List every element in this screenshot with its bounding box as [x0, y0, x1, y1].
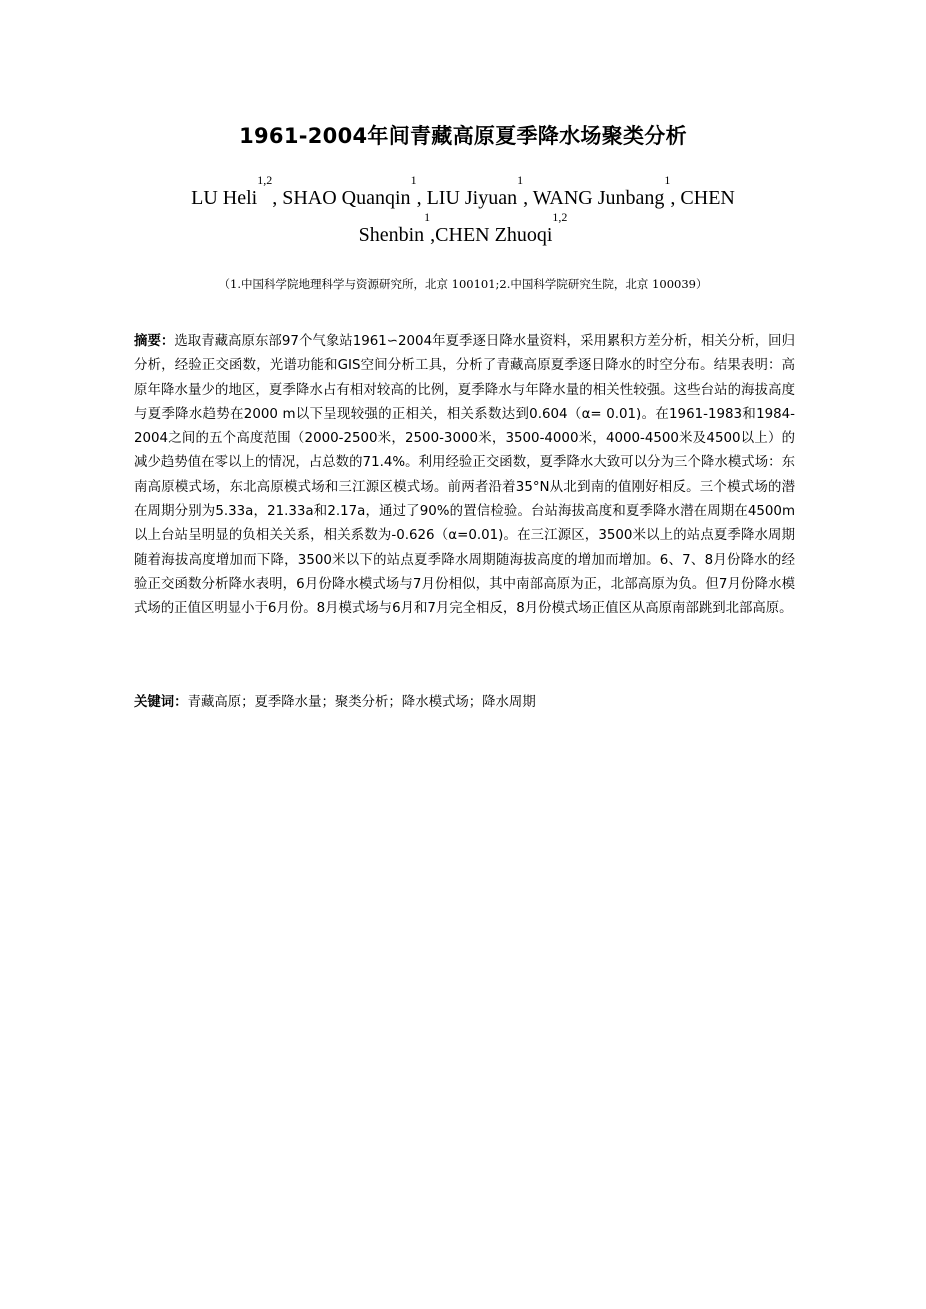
author-name: LIU Jiyuan — [426, 187, 518, 209]
author-name: LU Heli — [191, 187, 258, 209]
author-name: Shenbin — [358, 224, 425, 246]
author-line-1 — [150, 173, 776, 217]
author-affiliation-mark: 1 — [410, 173, 417, 187]
author-separator: , — [416, 187, 427, 209]
affiliation: （1.中国科学院地理科学与资源研究所，北京 100101;2.中国科学院研究生院，北京 100039） — [218, 277, 708, 291]
abstract-text: 选取青藏高原东部97个气象站1961∽2004年夏季逐日降水量资料，采用累积方差分析，相关分析，回归分析，经验正交函数，光谱功能和GIS空间分析工具，分析了青藏高原夏季逐日降水的时空分布。结果表明：高原年降水量少的地区，夏季降水占有相对较高的比例，夏季降水与年降水量的相关性较强。这些台站的海拔高度与夏季降水趋势在2000 m以下呈现较强的正相关，相关系数达到0.604（α= 0.01)。在1961-1983和1984-2004之间的五个高度范围（2000-2500米，2500-3000米，3500-4000米，4000-4500米及4500以上）的减少趋势值在零以上的情况，占总数的71.4%。利用经验正交函数，夏季降水大致可以分为三个降水模式场：东南高原模式场，东北高原模式场和三江源区模式场。前两者沿着35°N从北到南的值刚好相反。三个模式场的潜在周期分别为5.33a，21.33a和2.17a，通过了90%的置信检验。台站海拔高度和夏季降水潜在周期在4500m以上台站呈明显的负相关关系，相关系数为-0.626（α=0.01)。在三江源区，3500米以上的站点夏季降水周期随着海拔高度增加而下降，3500米以下的站点夏季降水周期随海拔高度的增加而增加。6、7、8月份降水的经验正交函数分析降水表明，6月份降水模式场与7月份相似，其中南部高原为正，北部高原为负。但7月份降水模式场的正值区明显小于6月份。8月模式场与6月和7月完全相反，8月份模式场正值区从高原南部跳到北部高原。 — [134, 334, 795, 617]
author-affiliation-mark: 1,2 — [552, 210, 568, 224]
author-name: CHEN Zhuoqi — [435, 224, 553, 246]
author-affiliation-mark: 1 — [517, 173, 524, 187]
keywords-label: 关键词： — [134, 695, 188, 710]
author-affiliation-mark: 1,2 — [257, 173, 273, 187]
keywords-text: 青藏高原；夏季降水量；聚类分析；降水模式场；降水周期 — [187, 695, 536, 710]
author-line-2 — [150, 210, 776, 254]
author-affiliation-mark: 1 — [664, 173, 671, 187]
keywords — [134, 691, 795, 715]
author-list — [150, 173, 776, 254]
author-name: SHAO Quanqin — [282, 187, 411, 209]
abstract-label: 摘要： — [134, 334, 175, 349]
abstract — [134, 330, 795, 622]
author-separator: , — [430, 224, 436, 246]
author-affiliation-mark: 1 — [424, 210, 431, 224]
paper-title: 1961-2004年间青藏高原夏季降水场聚类分析 — [239, 124, 687, 148]
author-separator: , — [523, 187, 533, 209]
author-separator: , — [272, 187, 283, 209]
author-separator: , CHEN — [670, 187, 735, 209]
author-name: WANG Junbang — [532, 187, 665, 209]
